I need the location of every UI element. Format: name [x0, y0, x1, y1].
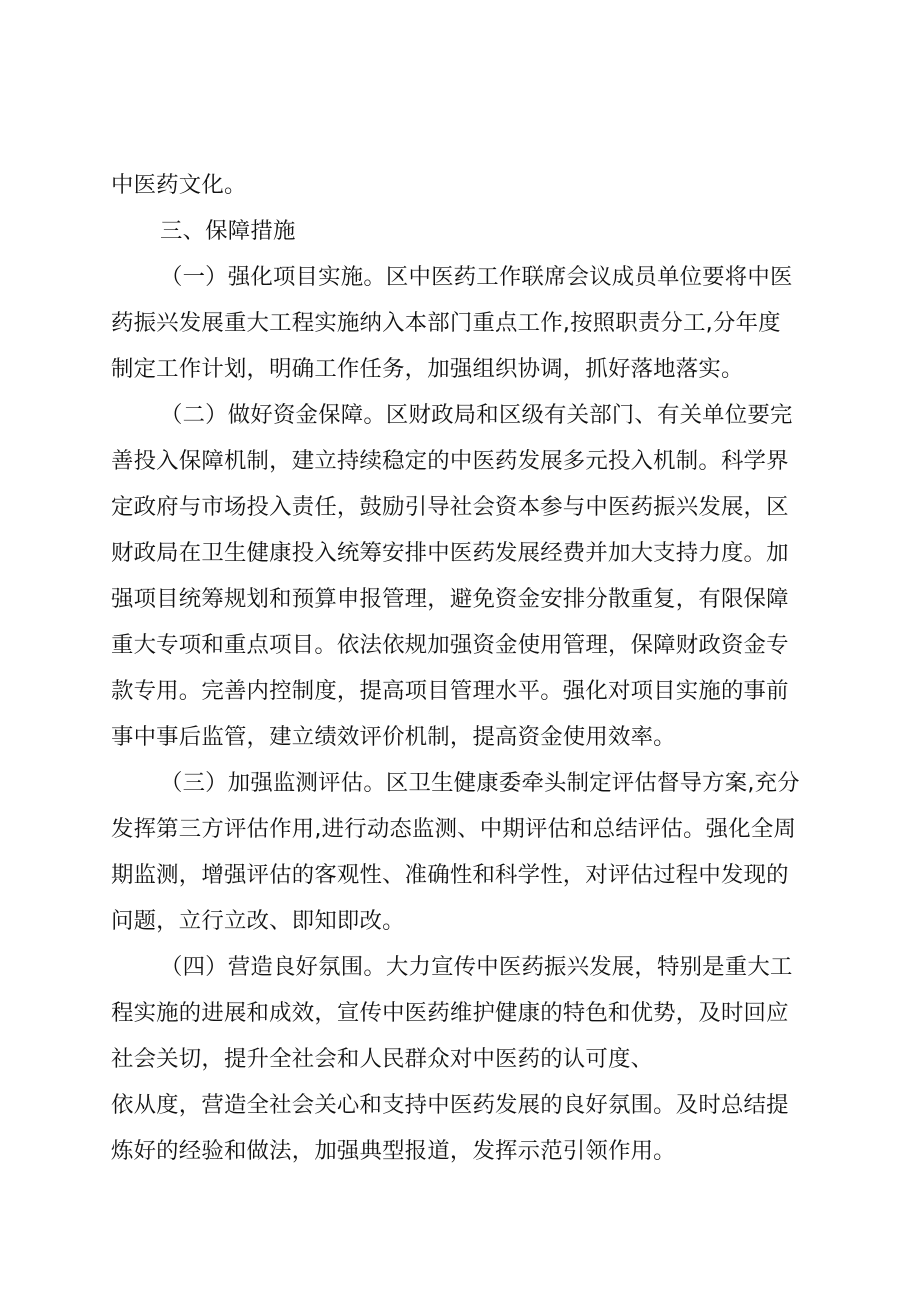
text-line-18: （四）营造良好氛围。大力宣传中医药振兴发展，特别是重大工: [160, 954, 793, 980]
text-line-12: 款专用。完善内控制度，提高项目管理水平。强化对项目实施的事前: [111, 678, 789, 704]
text-line-4: 药振兴发展重大工程实施纳入本部门重点工作,按照职责分工,分年度: [111, 310, 781, 336]
text-line-5: 制定工作计划，明确工作任务，加强组织协调，抓好落地落实。: [111, 356, 744, 382]
text-line-11: 重大专项和重点项目。依法依规加强资金使用管理，保障财政资金专: [111, 632, 789, 658]
section-heading-safeguards: 三、保障措施: [160, 218, 296, 244]
text-line-6: （二）做好资金保障。区财政局和区级有关部门、有关单位要完: [160, 402, 793, 428]
text-line-10: 强项目统筹规划和预算申报管理，避免资金安排分散重复，有限保障: [111, 586, 789, 612]
text-line-8: 定政府与市场投入责任，鼓励引导社会资本参与中医药振兴发展，区: [111, 494, 789, 520]
text-line-13: 事中事后监管，建立绩效评价机制，提高资金使用效率。: [111, 724, 676, 750]
text-line-21: 依从度，营造全社会关心和支持中医药发展的良好氛围。及时总结提: [111, 1092, 789, 1118]
text-line-16: 期监测，增强评估的客观性、准确性和科学性，对评估过程中发现的: [111, 862, 789, 888]
text-line-14: （三）加强监测评估。区卫生健康委牵头制定评估督导方案,充分: [160, 770, 800, 796]
text-line-9: 财政局在卫生健康投入统筹安排中医药发展经费并加大支持力度。加: [111, 540, 789, 566]
text-line-20: 社会关切，提升全社会和人民群众对中医药的认可度、: [111, 1046, 654, 1072]
text-line-22: 炼好的经验和做法，加强典型报道，发挥示范引领作用。: [111, 1138, 676, 1164]
text-line-3: （一）强化项目实施。区中医药工作联席会议成员单位要将中医: [160, 264, 793, 290]
text-line-15: 发挥第三方评估作用,进行动态监测、中期评估和总结评估。强化全周: [111, 816, 797, 842]
text-line-7: 善投入保障机制，建立持续稳定的中医药发展多元投入机制。科学界: [111, 448, 789, 474]
text-line-1: 中医药文化。: [111, 172, 247, 198]
text-line-19: 程实施的进展和成效，宣传中医药维护健康的特色和优势，及时回应: [111, 1000, 789, 1026]
text-line-17: 问题，立行立改、即知即改。: [111, 908, 405, 934]
